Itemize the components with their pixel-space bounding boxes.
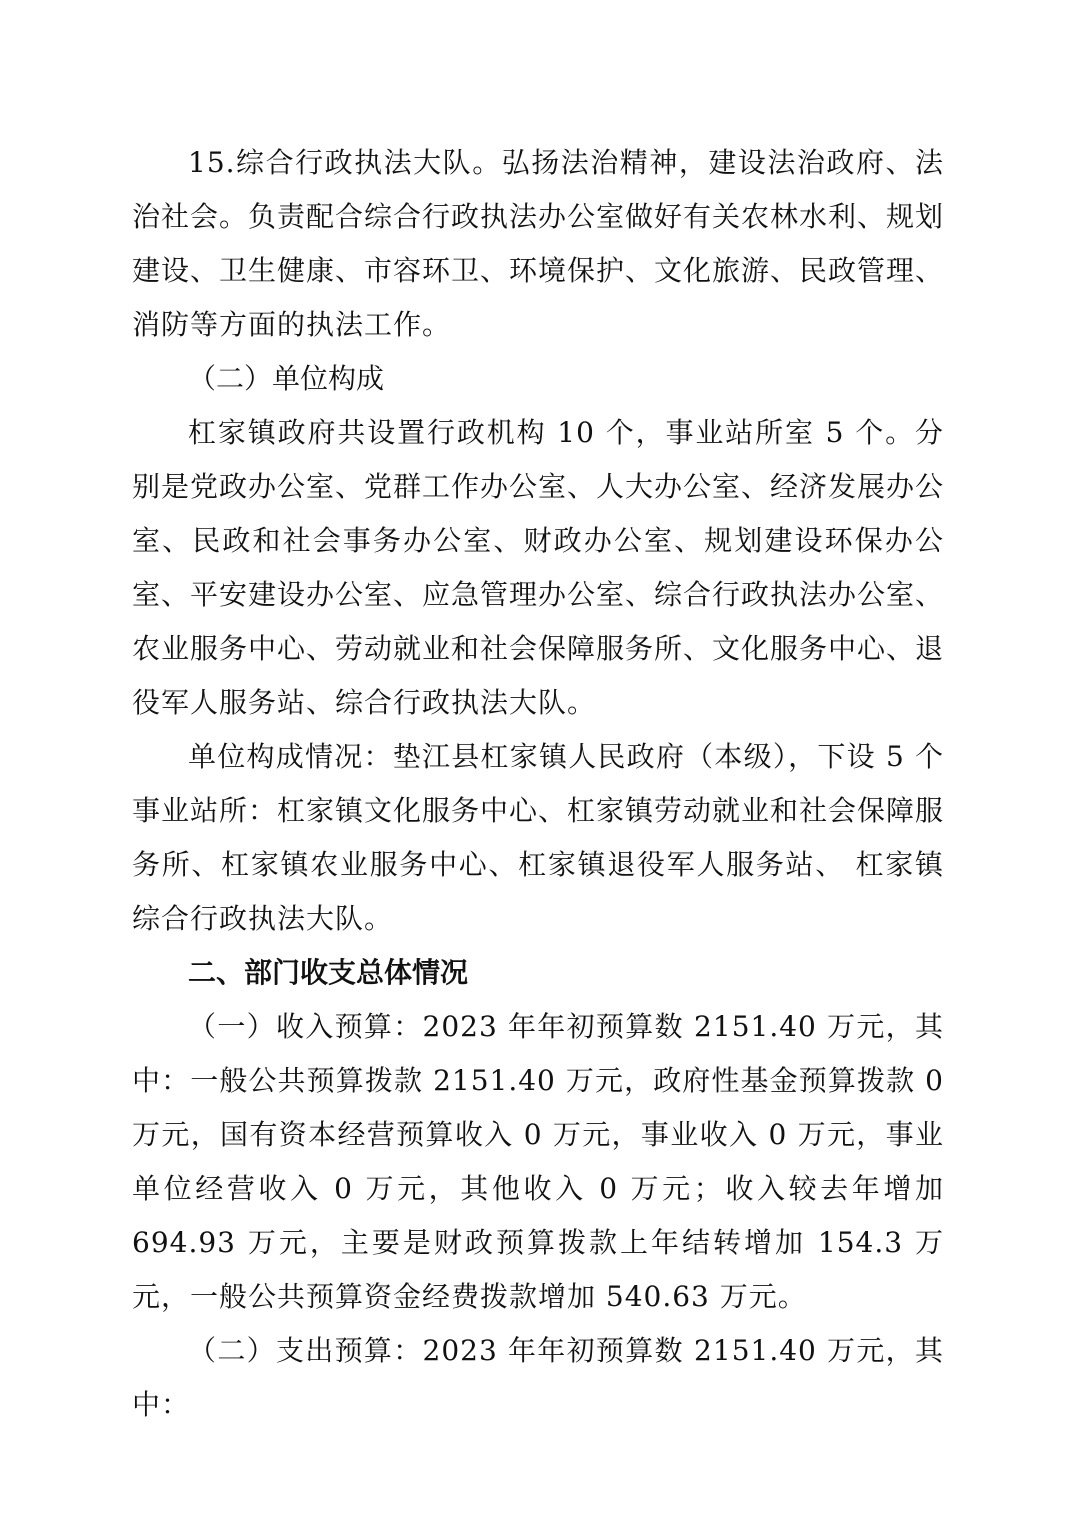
subheading-unit-composition: （二）单位构成 <box>188 362 385 395</box>
paragraph-unit-composition-details: 单位构成情况：垫江县杠家镇人民政府（本级），下设 5 个事业站所：杠家镇文化服务中心、杠家镇劳动就业和社会保障服务所、杠家镇农业服务中心、杠家镇退役军人服务站、 杠家镇综合行政执法大队。 <box>132 740 945 935</box>
heading-budget-overview: 二、部门收支总体情况 <box>188 956 469 989</box>
paragraph-income-budget: （一）收入预算：2023 年年初预算数 2151.40 万元，其中：一般公共预算拨款 2151.40 万元，政府性基金预算拨款 0 万元，国有资本经营预算收入 0 万元，事业收入 0 万元，事业单位经营收入 0 万元，其他收入 0 万元；收入较去年增加 694.93 万元，主要是财政预算拨款上年结转增加 154.3 万元，一般公共预算资金经费拨款增加 540.63 万元。 <box>132 1010 944 1313</box>
paragraph-law-enforcement-team: 15.综合行政执法大队。弘扬法治精神，建设法治政府、法治社会。负责配合综合行政执法办公室做好有关农林水利、规划建设、卫生健康、市容环卫、环境保护、文化旅游、民政管理、消防等方面的执法工作。 <box>132 146 945 341</box>
paragraph-institutions-list: 杠家镇政府共设置行政机构 10 个，事业站所室 5 个。分别是党政办公室、党群工作办公室、人大办公室、经济发展办公室、民政和社会事务办公室、财政办公室、规划建设环保办公室、平安建设办公室、应急管理办公室、综合行政执法办公室、农业服务中心、劳动就业和社会保障服务所、文化服务中心、退役军人服务站、综合行政执法大队。 <box>132 416 945 719</box>
paragraph-expenditure-budget: （二）支出预算：2023 年年初预算数 2151.40 万元，其中： <box>132 1334 944 1421</box>
document-page <box>132 136 944 1432</box>
